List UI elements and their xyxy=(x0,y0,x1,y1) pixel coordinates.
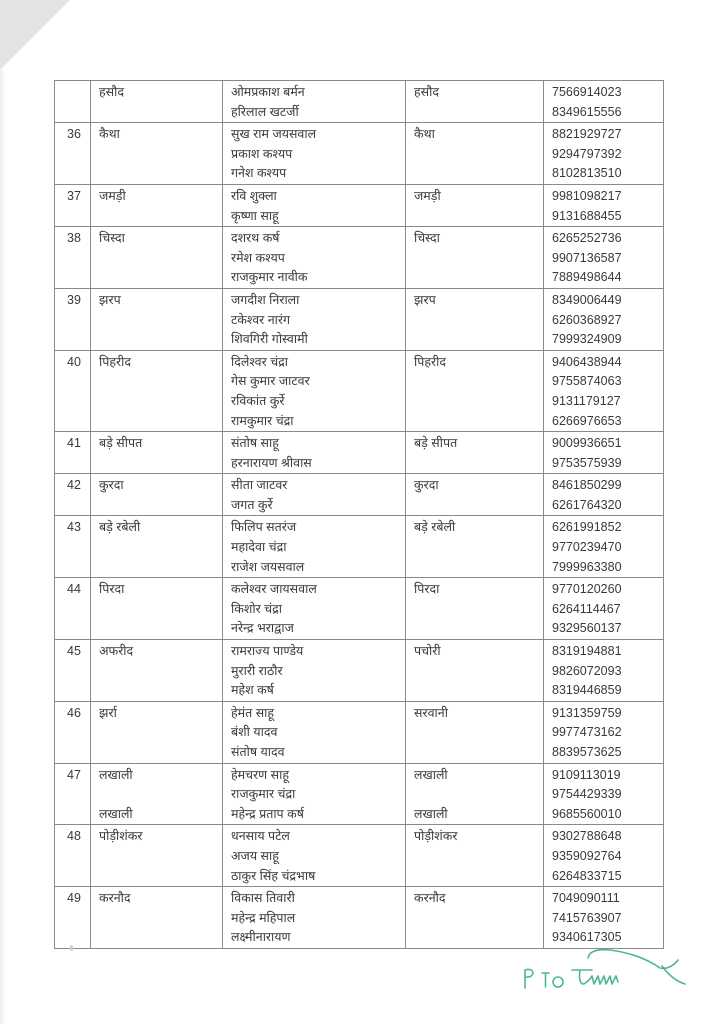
names-cell xyxy=(223,640,406,702)
place-cell xyxy=(406,825,544,887)
signature-name-stroke xyxy=(572,970,618,984)
names-cell-line: गनेश कश्यप xyxy=(231,166,287,181)
phone-cell-line: 9131359759 xyxy=(552,705,622,720)
village-cell xyxy=(91,516,223,578)
village-cell xyxy=(91,432,223,474)
names-cell-line: कलेश्वर जायसवाल xyxy=(231,582,317,597)
table-row xyxy=(55,123,664,185)
serial-number-cell: 44 xyxy=(55,578,91,640)
serial-number-cell: 41 xyxy=(55,432,91,474)
village-cell-line: झर्रा xyxy=(99,705,117,720)
place-cell xyxy=(406,184,544,226)
names-cell-line: हेमंत साहू xyxy=(231,705,275,720)
names-cell xyxy=(223,123,406,185)
phone-cell-line: 8839573625 xyxy=(552,745,622,759)
names-cell-line: गेस कुमार जाटवर xyxy=(231,374,310,389)
phone-cell-line: 6264833715 xyxy=(552,868,622,883)
phone-cell-line: 6266976653 xyxy=(552,413,622,428)
place-cell-line: कैथा xyxy=(414,127,435,142)
serial-number-cell: 43 xyxy=(55,516,91,578)
table-row xyxy=(55,640,664,702)
phone-cell xyxy=(544,81,664,123)
phone-cell xyxy=(544,432,664,474)
village-cell-line: कैथा xyxy=(99,127,120,142)
phone-cell-line: 9754429339 xyxy=(552,787,622,802)
place-cell xyxy=(406,123,544,185)
village-cell xyxy=(91,887,223,949)
serial-number-cell: 47 xyxy=(55,763,91,825)
names-cell-line: जगत कुर्रे xyxy=(231,497,273,512)
phone-cell xyxy=(544,123,664,185)
table-row xyxy=(55,578,664,640)
serial-number-cell: 48 xyxy=(55,825,91,887)
phone-cell-line: 9753575939 xyxy=(552,455,622,470)
names-cell-line: हरिलाल खटर्जी xyxy=(231,104,299,119)
phone-cell-line: 8349006449 xyxy=(552,292,622,307)
table-row xyxy=(55,701,664,763)
names-cell-line: हरनारायण श्रीवास xyxy=(231,455,312,470)
place-cell-line: करनौद xyxy=(414,891,446,906)
names-cell xyxy=(223,825,406,887)
village-cell-line: करनौद xyxy=(99,891,131,906)
place-cell-line: लखाली xyxy=(414,767,448,782)
signature-letter-p xyxy=(525,969,533,988)
place-cell-line: कुरदा xyxy=(414,478,439,493)
names-cell-line: विकास तिवारी xyxy=(231,891,295,906)
page-fold-corner xyxy=(0,0,70,70)
place-cell-line: पोड़ीशंकर xyxy=(414,829,458,844)
serial-number-cell: 37 xyxy=(55,184,91,226)
names-cell-line: मुरारी राठौर xyxy=(231,663,283,678)
phone-cell-line: 9907136587 xyxy=(552,250,622,265)
names-cell-line: महेन्द्र प्रताप कर्ष xyxy=(231,806,304,821)
village-cell-line: पिरदा xyxy=(99,582,125,597)
village-cell-line: पिहरीद xyxy=(99,354,131,369)
village-cell-line: लखाली xyxy=(99,767,133,782)
serial-number-cell xyxy=(55,81,91,123)
names-cell-line: शिवगिरी गोस्वामी xyxy=(231,332,308,347)
phone-cell-line: 7889498644 xyxy=(552,270,622,285)
place-cell-line xyxy=(414,785,538,805)
place-cell xyxy=(406,227,544,289)
place-cell-line: पिहरीद xyxy=(414,354,446,369)
names-cell-line: राजकुमार चंद्रा xyxy=(231,787,296,802)
phone-cell-line: 9826072093 xyxy=(552,663,622,678)
phone-cell-line: 9302788648 xyxy=(552,829,622,844)
phone-cell-line: 9977473162 xyxy=(552,725,622,740)
names-cell-line: महेश कर्ष xyxy=(231,683,274,698)
place-cell xyxy=(406,516,544,578)
table-row xyxy=(55,184,664,226)
phone-cell-line: 6264114467 xyxy=(552,601,621,616)
phone-cell-line: 8319194881 xyxy=(552,644,622,659)
names-cell-line: राजकुमार नावीक xyxy=(231,270,308,285)
phone-cell xyxy=(544,578,664,640)
phone-cell-line: 8102813510 xyxy=(552,166,622,181)
names-cell xyxy=(223,81,406,123)
place-cell xyxy=(406,350,544,431)
names-cell-line: रामकुमार चंद्रा xyxy=(231,413,294,428)
table-body xyxy=(55,81,664,949)
table-row xyxy=(55,227,664,289)
phone-cell-line: 9755874063 xyxy=(552,374,622,389)
place-cell-line: पिरदा xyxy=(414,582,440,597)
names-cell-line: महादेवा चंद्रा xyxy=(231,540,287,555)
signature-letter-t xyxy=(542,973,549,987)
signature xyxy=(520,940,700,1000)
place-cell-line: झरप xyxy=(414,292,436,307)
names-cell-line: फिलिप सतरंज xyxy=(231,520,297,535)
names-cell-line: संतोष साहू xyxy=(231,436,279,451)
village-cell xyxy=(91,227,223,289)
phone-cell xyxy=(544,184,664,226)
names-cell xyxy=(223,474,406,516)
place-cell xyxy=(406,701,544,763)
place-cell-line: जमड़ी xyxy=(414,188,441,203)
names-cell-line: लक्ष्मीनारायण xyxy=(231,930,291,945)
phone-cell-line: 9770120260 xyxy=(552,582,622,597)
scan-speck xyxy=(70,945,73,951)
place-cell xyxy=(406,474,544,516)
names-cell xyxy=(223,227,406,289)
serial-number-cell: 36 xyxy=(55,123,91,185)
phone-cell-line: 7999324909 xyxy=(552,332,622,347)
phone-cell-line: 7566914023 xyxy=(552,85,622,99)
phone-cell-line: 6265252736 xyxy=(552,231,622,246)
village-cell-line xyxy=(99,785,217,805)
phone-cell-line: 9340617305 xyxy=(552,930,622,945)
phone-cell-line: 6261764320 xyxy=(552,497,622,512)
place-cell-line: सरवानी xyxy=(414,705,448,720)
names-cell xyxy=(223,578,406,640)
place-cell-line: हसौद xyxy=(414,85,439,99)
names-cell-line: जगदीश निराला xyxy=(231,292,300,307)
village-cell-line: जमड़ी xyxy=(99,188,126,203)
names-cell xyxy=(223,887,406,949)
phone-cell-line: 9131688455 xyxy=(552,208,622,223)
names-cell-line: महेन्द्र महिपाल xyxy=(231,910,296,925)
phone-cell-line: 9109113019 xyxy=(552,767,621,782)
phone-cell-line: 8319446859 xyxy=(552,683,622,698)
signature-letter-o xyxy=(553,977,563,987)
names-cell-line: कृष्णा साहू xyxy=(231,208,279,223)
names-cell-line: सीता जाटवर xyxy=(231,478,288,493)
phone-cell xyxy=(544,288,664,350)
phone-cell-line: 8349615556 xyxy=(552,104,622,119)
phone-cell xyxy=(544,350,664,431)
table-row xyxy=(55,350,664,431)
names-cell-line: टकेश्वर नारंग xyxy=(231,312,291,327)
phone-cell-line: 9406438944 xyxy=(552,354,622,369)
village-cell-line: झरप xyxy=(99,292,121,307)
names-cell-line: किशोर चंद्रा xyxy=(231,601,282,616)
village-cell xyxy=(91,825,223,887)
phone-cell-line: 9685560010 xyxy=(552,806,622,821)
serial-number-cell: 45 xyxy=(55,640,91,702)
names-cell xyxy=(223,701,406,763)
phone-cell-line: 9981098217 xyxy=(552,188,622,203)
names-cell-line: हेमचरण साहू xyxy=(231,767,289,782)
names-cell xyxy=(223,288,406,350)
village-cell xyxy=(91,350,223,431)
place-cell xyxy=(406,432,544,474)
phone-cell-line: 9294797392 xyxy=(552,146,622,161)
village-cell xyxy=(91,184,223,226)
phone-cell xyxy=(544,701,664,763)
names-cell-line: धनसाय पटेल xyxy=(231,829,290,844)
names-cell-line: दिलेश्वर चंद्रा xyxy=(231,354,289,369)
phone-cell-line: 6261991852 xyxy=(552,520,622,535)
phone-cell-line: 7415763907 xyxy=(552,910,622,925)
serial-number-cell: 49 xyxy=(55,887,91,949)
village-cell-line: लखाली xyxy=(99,806,133,821)
village-cell-line: पोड़ीशंकर xyxy=(99,829,143,844)
village-cell-line: कुरदा xyxy=(99,478,124,493)
names-cell xyxy=(223,184,406,226)
phone-cell xyxy=(544,474,664,516)
village-cell xyxy=(91,640,223,702)
place-cell xyxy=(406,578,544,640)
phone-cell-line: 9009936651 xyxy=(552,436,622,451)
table-row xyxy=(55,288,664,350)
serial-number-cell: 40 xyxy=(55,350,91,431)
phone-cell xyxy=(544,516,664,578)
names-cell-line: प्रकाश कश्यप xyxy=(231,146,293,161)
serial-number-cell: 39 xyxy=(55,288,91,350)
village-cell-line: चिस्दा xyxy=(99,231,125,246)
place-cell xyxy=(406,288,544,350)
table-row xyxy=(55,516,664,578)
place-cell-line: बड़े रबेली xyxy=(414,520,456,535)
phone-cell-line: 8461850299 xyxy=(552,478,622,493)
contact-table xyxy=(54,80,664,949)
names-cell-line: संतोष यादव xyxy=(231,745,285,759)
names-cell-line: रामराज्य पाण्डेय xyxy=(231,644,304,659)
table-row xyxy=(55,763,664,825)
phone-cell xyxy=(544,825,664,887)
phone-cell-line: 8821929727 xyxy=(552,127,622,142)
names-cell-line: सुख राम जयसवाल xyxy=(231,127,317,142)
place-cell-line: लखाली xyxy=(414,806,448,821)
table-row xyxy=(55,432,664,474)
serial-number-cell: 42 xyxy=(55,474,91,516)
phone-cell-line: 7049090111 xyxy=(552,891,620,906)
village-cell xyxy=(91,81,223,123)
names-cell-line: रवि शुक्ला xyxy=(231,188,277,203)
phone-cell-line: 9329560137 xyxy=(552,621,622,636)
table-row xyxy=(55,825,664,887)
names-cell-line: रविकांत कुर्रे xyxy=(231,393,285,408)
village-cell xyxy=(91,701,223,763)
place-cell-line: चिस्दा xyxy=(414,231,440,246)
names-cell-line: ओमप्रकाश बर्मन xyxy=(231,85,305,99)
table-row xyxy=(55,474,664,516)
page-edge-shadow xyxy=(0,70,6,1024)
village-cell-line: बड़े सीपत xyxy=(99,436,143,451)
place-cell-line: बड़े सीपत xyxy=(414,436,458,451)
phone-cell-line: 9770239470 xyxy=(552,540,622,555)
phone-cell xyxy=(544,763,664,825)
phone-cell xyxy=(544,227,664,289)
names-cell xyxy=(223,763,406,825)
names-cell-line: अजय साहू xyxy=(231,848,279,863)
phone-cell-line: 6260368927 xyxy=(552,312,622,327)
village-cell xyxy=(91,288,223,350)
village-cell xyxy=(91,578,223,640)
names-cell-line: बंशी यादव xyxy=(231,725,278,740)
phone-cell-line: 9131179127 xyxy=(552,393,621,408)
place-cell xyxy=(406,640,544,702)
village-cell-line: हसौद xyxy=(99,85,124,99)
table-row xyxy=(55,81,664,123)
place-cell-line: पचोरी xyxy=(414,644,441,659)
phone-cell-line: 9359092764 xyxy=(552,848,622,863)
phone-cell xyxy=(544,640,664,702)
names-cell-line: ठाकुर सिंह चंद्रभाष xyxy=(231,868,316,883)
village-cell-line: अफरीद xyxy=(99,644,134,659)
names-cell-line: रमेश कश्यप xyxy=(231,250,285,265)
place-cell xyxy=(406,81,544,123)
village-cell-line: बड़े रबेली xyxy=(99,520,141,535)
village-cell xyxy=(91,763,223,825)
names-cell-line: राजेश जयसवाल xyxy=(231,559,305,574)
names-cell-line: नरेन्द्र भराद्वाज xyxy=(231,621,294,636)
names-cell xyxy=(223,432,406,474)
names-cell xyxy=(223,516,406,578)
names-cell-line: दशरथ कर्ष xyxy=(231,231,280,246)
names-cell xyxy=(223,350,406,431)
village-cell xyxy=(91,123,223,185)
serial-number-cell: 46 xyxy=(55,701,91,763)
place-cell xyxy=(406,763,544,825)
village-cell xyxy=(91,474,223,516)
serial-number-cell: 38 xyxy=(55,227,91,289)
phone-cell-line: 7999963380 xyxy=(552,559,622,574)
